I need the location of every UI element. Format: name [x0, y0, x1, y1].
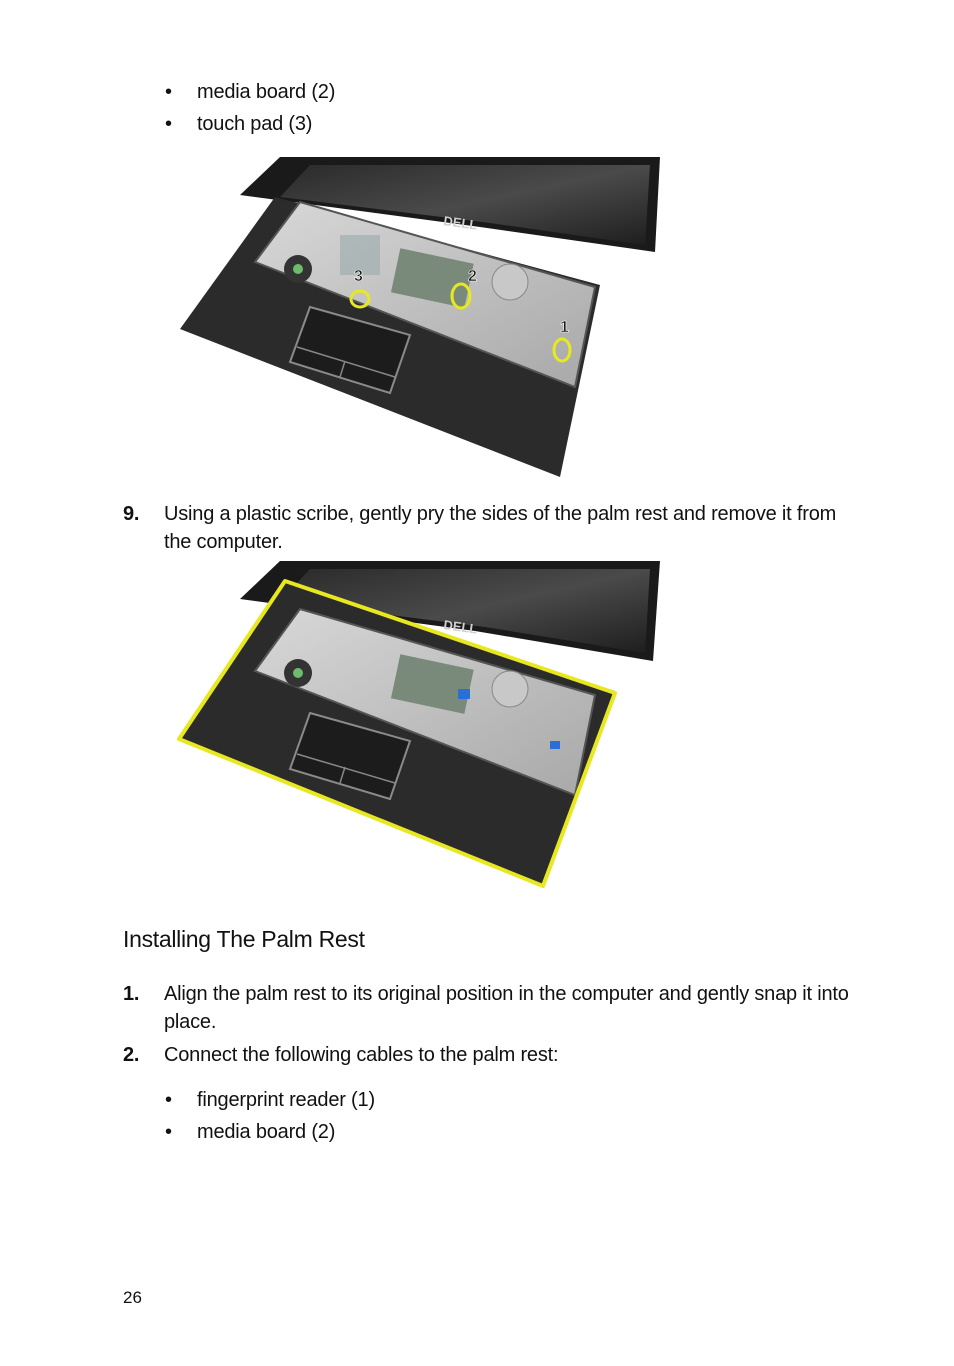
- page-number: 26: [123, 1288, 142, 1307]
- list-item-text: media board (2): [197, 81, 336, 103]
- step-text: Align the palm rest to its original position in the computer and gently snap it into place.: [164, 983, 849, 1033]
- callout-label-2: 2: [468, 268, 477, 285]
- bullet-icon: •: [165, 113, 172, 135]
- dell-logo: DELL: [442, 213, 479, 233]
- palm-rest-removal-figure: [175, 561, 660, 891]
- step-number: 1.: [123, 983, 140, 1005]
- bullet-icon: •: [165, 1121, 172, 1143]
- list-item-text: media board (2): [197, 1121, 336, 1143]
- step-number: 2.: [123, 1044, 140, 1066]
- callout-label-3: 3: [354, 268, 363, 285]
- callout-label-1: 1: [560, 319, 569, 336]
- list-item-text: touch pad (3): [197, 113, 313, 135]
- list-item-text: fingerprint reader (1): [197, 1089, 375, 1111]
- bullet-icon: •: [165, 1089, 172, 1111]
- palm-rest-cables-figure: [180, 157, 660, 477]
- section-title: Installing The Palm Rest: [123, 926, 365, 952]
- dell-logo: DELL: [442, 617, 479, 637]
- step-text: Connect the following cables to the palm rest:: [164, 1044, 559, 1066]
- step-text: Using a plastic scribe, gently pry the sides of the palm rest and remove it from the computer.: [164, 503, 837, 553]
- bullet-icon: •: [165, 81, 172, 103]
- step-number: 9.: [123, 503, 140, 525]
